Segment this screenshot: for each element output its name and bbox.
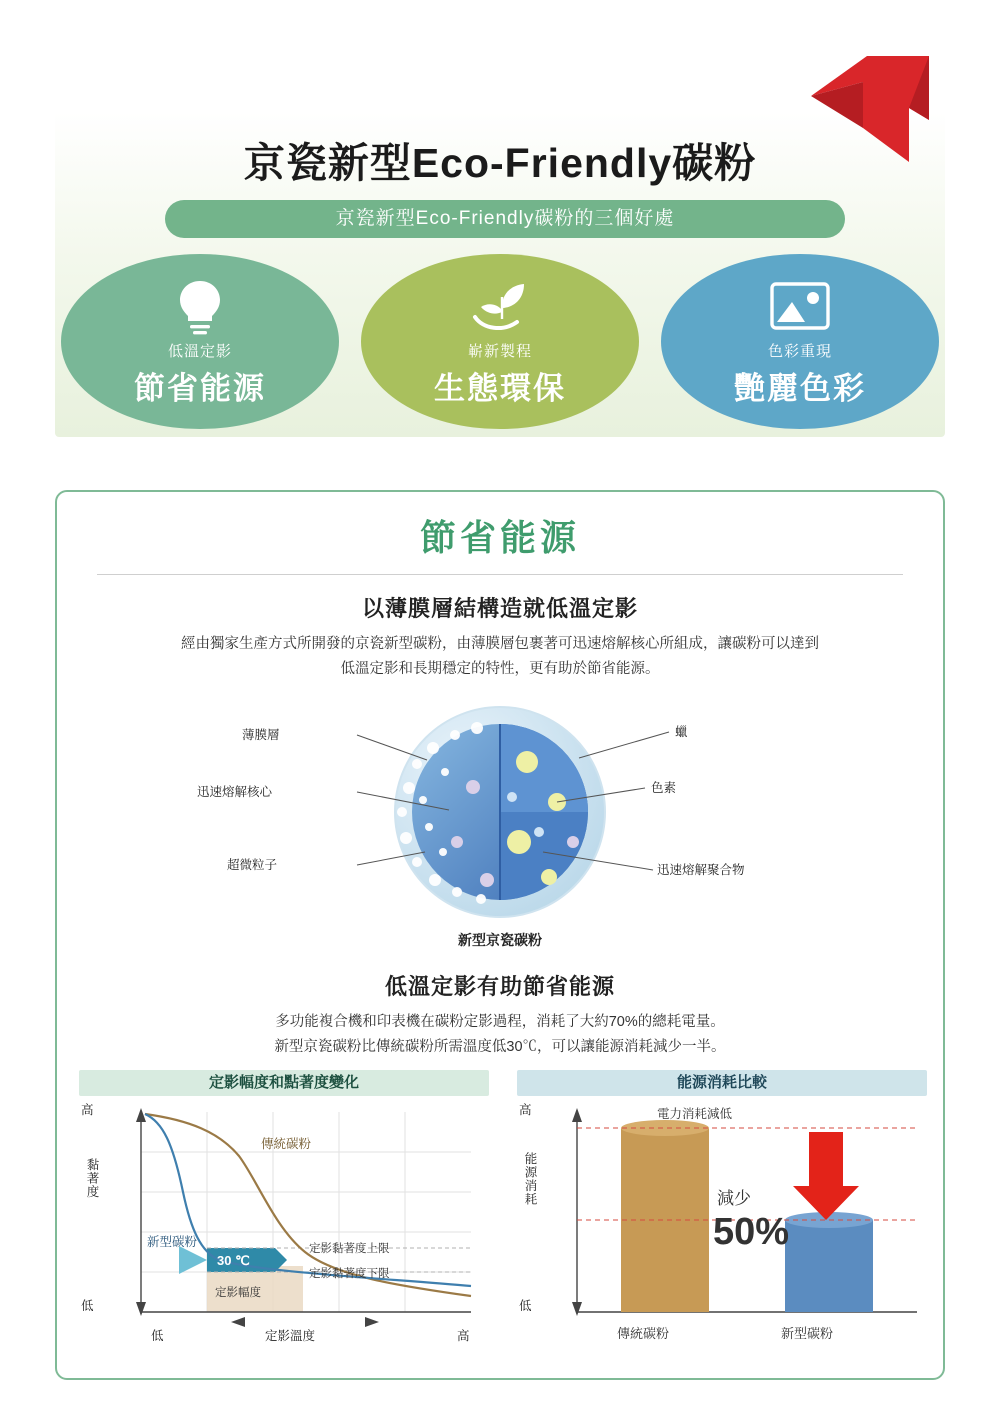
diagram-label-fast-melt-polymer: 迅速熔解聚合物 xyxy=(657,863,745,877)
chart-canvas-left xyxy=(79,1100,489,1358)
diagram-label-wax: 蠟 xyxy=(675,725,688,739)
section2-paragraph xyxy=(57,1010,943,1060)
benefit-sublabel: 低溫定影 xyxy=(167,342,232,360)
benefit-sublabel: 嶄新製程 xyxy=(467,342,532,360)
chart-fixing-latitude xyxy=(79,1070,489,1358)
section1-heading: 以薄膜層結構造就低溫定影 xyxy=(361,596,638,621)
panel-title: 節省能源 xyxy=(419,517,580,558)
axis-y-label-left: 黏著度 xyxy=(85,1158,99,1199)
diagram-label-film-layer: 薄膜層 xyxy=(242,728,280,742)
benefit-sublabel: 色彩重現 xyxy=(767,342,832,360)
chart-category-new: 新型碳粉 xyxy=(781,1326,834,1341)
benefit-label: 艷麗色彩 xyxy=(734,370,866,406)
chart-title-right: 能源消耗比較 xyxy=(517,1070,927,1096)
benefit-label: 生態環保 xyxy=(434,370,566,406)
benefit-label: 節省能源 xyxy=(134,370,266,406)
axis-y-high-left: 高 xyxy=(81,1103,94,1117)
section1-paragraph-line2: 低溫定影和長期穩定的特性，更有助於節省能源。 xyxy=(340,661,660,677)
photo-icon xyxy=(769,276,831,338)
benefit-item-eco xyxy=(361,254,639,429)
benefit-list xyxy=(55,254,945,429)
benefit-item-energy xyxy=(61,254,339,429)
section2-heading: 低溫定影有助節省能源 xyxy=(384,974,615,999)
leaf-hand-icon xyxy=(469,276,531,338)
page-title: 京瓷新型Eco-Friendly碳粉 xyxy=(243,140,757,186)
diagram-label-ultrafine-particle: 超微粒子 xyxy=(227,858,278,872)
section1-paragraph-line1: 經由獨家生產方式所開發的京瓷新型碳粉，由薄膜層包裹著可迅速熔解核心所組成，讓碳粉可以達到 xyxy=(181,636,819,652)
diagram-label-pigment: 色素 xyxy=(651,781,677,795)
section2-paragraph-line2: 新型京瓷碳粉比傳統碳粉所需溫度低30℃，可以讓能源消耗減少一半。 xyxy=(274,1039,726,1055)
chart-area xyxy=(57,1070,943,1370)
hero-section xyxy=(55,22,945,437)
chart-annotation-upper-limit: 定影黏著度上限 xyxy=(309,1243,390,1255)
toner-structure-diagram xyxy=(57,692,943,942)
divider xyxy=(97,574,903,575)
chart-title-left: 定影幅度和點著度變化 xyxy=(79,1070,489,1096)
diagram-label-fast-melt-core: 迅速熔解核心 xyxy=(197,785,273,799)
hero-subtitle: 京瓷新型Eco-Friendly碳粉的三個好處 xyxy=(165,200,845,238)
chart-annotation-latitude: 定影幅度 xyxy=(215,1287,261,1299)
axis-x-label-left: 定影溫度 xyxy=(265,1329,316,1343)
chart-annotation-new: 新型碳粉 xyxy=(147,1235,198,1249)
energy-saving-panel xyxy=(55,490,945,1380)
chart-annotation-reduce: 減少 xyxy=(717,1189,751,1208)
axis-x-high-left: 高 xyxy=(457,1329,470,1343)
axis-y-high-right: 高 xyxy=(519,1103,532,1117)
chart-annotation-30c: 30 ℃ xyxy=(217,1253,250,1268)
benefit-item-color xyxy=(661,254,939,429)
chart-annotation-traditional: 傳統碳粉 xyxy=(261,1137,312,1151)
chart-energy-comparison xyxy=(517,1070,927,1358)
chart-annotation-50percent: 50% xyxy=(713,1211,790,1253)
diagram-caption: 新型京瓷碳粉 xyxy=(458,932,542,948)
section1-paragraph xyxy=(57,632,943,682)
section2-paragraph-line1: 多功能複合機和印表機在碳粉定影過程，消耗了大約70%的總耗電量。 xyxy=(275,1014,725,1030)
chart-category-traditional: 傳統碳粉 xyxy=(617,1326,670,1341)
chart-annotation-power-reduced: 電力消耗減低 xyxy=(657,1107,733,1121)
axis-y-low-right: 低 xyxy=(519,1299,532,1313)
chart-annotation-lower-limit: 定影黏著度下限 xyxy=(309,1268,390,1280)
lightbulb-icon xyxy=(173,276,227,338)
chart-canvas-right xyxy=(517,1100,927,1358)
axis-y-low-left: 低 xyxy=(81,1299,94,1313)
axis-y-label-right: 能源消耗 xyxy=(523,1152,537,1206)
axis-x-low-left: 低 xyxy=(151,1329,164,1343)
